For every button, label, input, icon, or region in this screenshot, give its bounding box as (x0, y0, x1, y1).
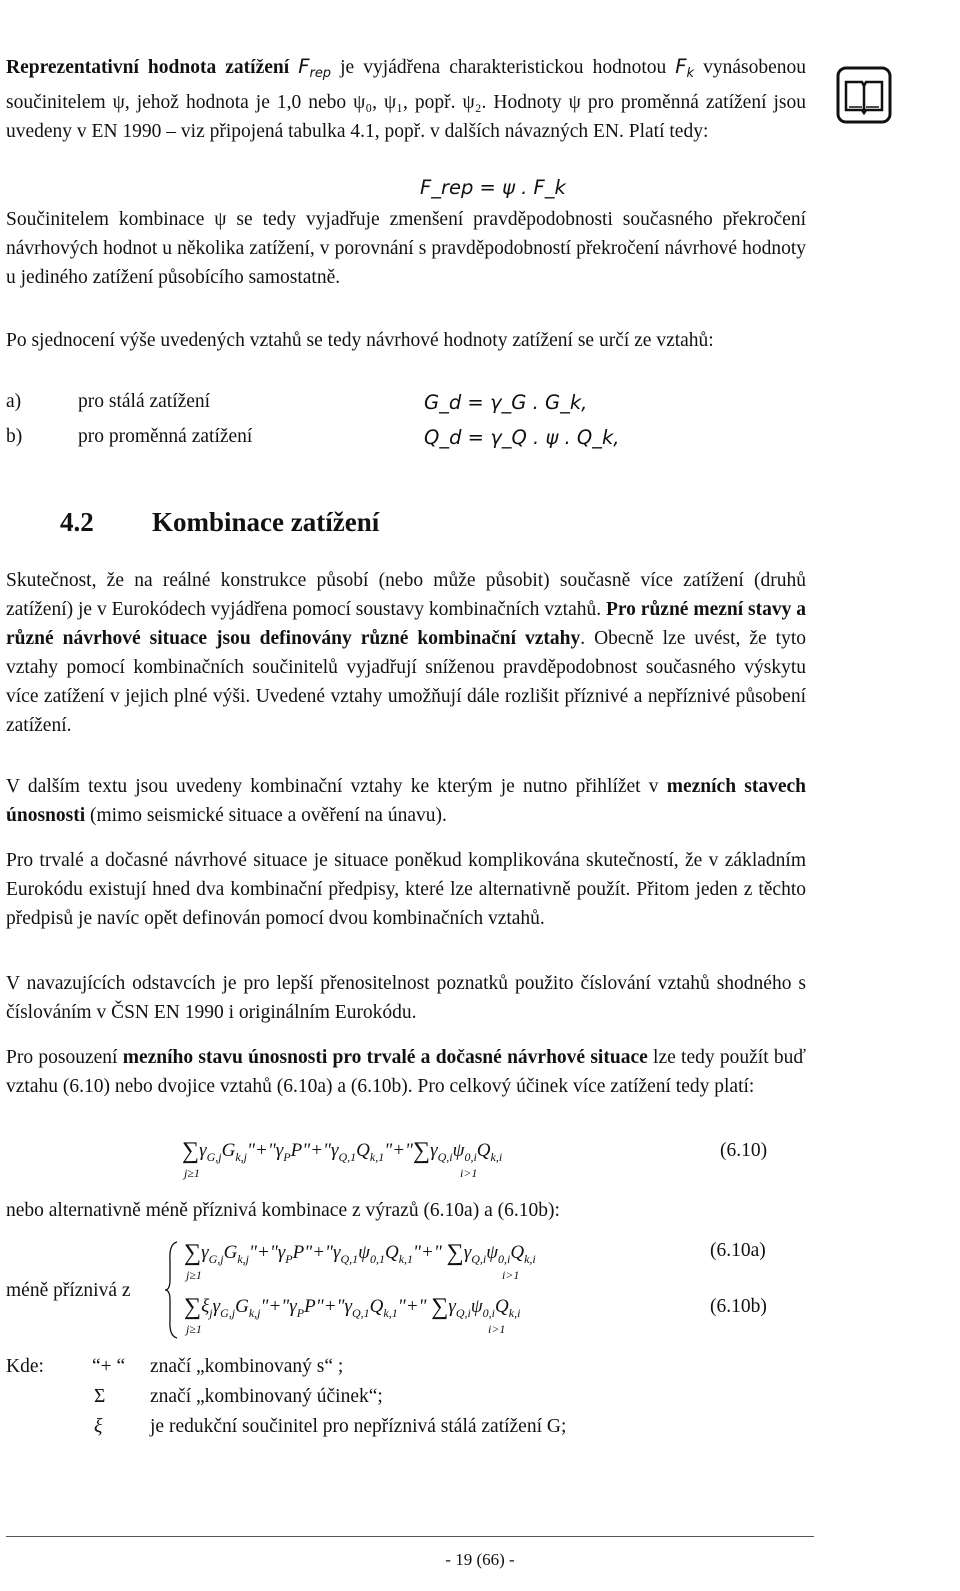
section-title: Kombinace zatížení (152, 507, 380, 537)
list-item-b-formula: Q_d = γ_Q . ψ . Q_k, (424, 426, 620, 449)
equation-6-10b-label: (6.10b) (710, 1296, 767, 1317)
paragraph-alternativne: nebo alternativně méně příznivá kombinace z výrazů (6.10a) a (6.10b): (6, 1200, 560, 1221)
intro-text-a: je vyjádřena charakteristickou hodnotou (331, 57, 676, 78)
page-number: - 19 (66) - (445, 1550, 515, 1569)
kde-symbol-plus: “+ “ (92, 1356, 126, 1377)
kde-text-xi: je redukční součinitel pro nepříznivá stálá zatížení G; (150, 1416, 567, 1437)
equation-6-10a: $\sum\gamma_{G,j}G_{k,j}"+"\gamma_PP"+"\gamma_{Q,1}\psi_{0,1}Q_{k,1}"+$" $\sum\gamma_{Q,i}\psi_{0,i}Q_{k,i}$ j≥1 i>1 (184, 1240, 536, 1282)
paragraph-navazujicich: V navazujících odstavcích je pro lepší přenositelnost poznatků použito číslování vztahů shodného s číslováním v ČSN EN 1990 i originálním Eurokódu. (6, 973, 806, 1023)
left-brace (164, 1240, 178, 1340)
formula-rep: F_rep = ψ . F_k (420, 176, 566, 199)
intro-bold-lead: Reprezentativní hodnota zatížení (6, 57, 290, 78)
posouzeni-bold: mezního stavu únosnosti pro trvalé a dočasné návrhové situace (122, 1047, 648, 1068)
equation-6-10a-label: (6.10a) (710, 1240, 766, 1261)
intro-text-b: vynásobenou součinitelem ψ, jehož hodnota je 1,0 nebo ψ₀, ψ₁, popř. ψ₂. Hodnoty ψ pro proměnná zatížení jsou uvedeny v EN 1990 – viz připojená tabulka 4.1, popř. v dalších návazných EN. Platí tedy: (6, 57, 807, 142)
book-icon (836, 66, 892, 124)
kde-text-sigma: značí „kombinovaný účinek“; (150, 1386, 383, 1407)
list-item-a-formula: G_d = γ_G . G_k, (424, 391, 588, 414)
list-item-b-text: pro proměnná zatížení (78, 426, 253, 447)
dalsim-bold: mezních stavech únosnosti (6, 776, 806, 826)
frep-symbol: $F_{rep}$ (298, 55, 332, 81)
list-item-a-marker: a) (6, 391, 22, 412)
equation-6-10b: $\sum\xi_j\gamma_{G,j}G_{k,j}"+"\gamma_PP"+"\gamma_{Q,1}Q_{k,1}"+$" $\sum\gamma_{Q,i}\psi_{0,i}Q_{k,i}$ j≥1 i>1 (184, 1294, 521, 1336)
mene-priznivaz-label: méně příznivá z (6, 1280, 131, 1301)
paragraph-skutecnost (6, 566, 806, 740)
list-item-b-marker: b) (6, 426, 23, 447)
equation-6-10: $\sum\gamma_{G,j}G_{k,j}"+"\gamma_PP"+"\gamma_{Q,1}Q_{k,1}"+"\sum\gamma_{Q,i}\psi_{0,i}Q_{k,i}$ j≥1 i>1 (182, 1138, 503, 1180)
posouzeni-text-2: lze tedy použít buď vztahu (6.10) nebo dvojice vztahů (6.10a) a (6.10b). Pro celkový účinek více zatížení tedy platí: (6, 1047, 807, 1097)
kde-label: Kde: (6, 1356, 44, 1377)
paragraph-trvale: Pro trvalé a dočasné návrhové situace je situace poněkud komplikována skutečností, že v základním Eurokódu existují hned dva kombinační předpisy, které lze alternativně použít. Přitom jeden z těchto předpisů je navíc opět definován pomocí dvou kombinačních vztahů. (6, 850, 806, 929)
dalsim-text-1: V dalším textu jsou uvedeny kombinační vztahy ke kterým je nutno přihlížet v (6, 776, 667, 797)
skutecnost-text-1: Skutečnost, že na reálné konstrukce působí (nebo může působit) současně více zatížení (druhů zatížení) je v Eurokódech vyjádřena pomocí soustavy kombinačních vztahů. (6, 570, 806, 620)
paragraph-sjednoceni: Po sjednocení výše uvedených vztahů se tedy návrhové hodnoty zatížení se určí ze vztahů: (6, 330, 714, 351)
kde-text-plus: značí „kombinovaný s“ ; (150, 1356, 344, 1377)
section-number: 4.2 (60, 507, 94, 537)
paragraph-posouzeni (6, 1043, 806, 1101)
intro-paragraph (6, 52, 806, 146)
kde-symbol-xi: ξ (94, 1416, 103, 1437)
paragraph-kombinace: Součinitelem kombinace ψ se tedy vyjadřuje zmenšení pravděpodobnosti současného překročení návrhových hodnot u několika zatížení, v porovnání s pravděpodobností překročení návrhové hodnoty u jediného zatížení působícího samostatně. (6, 209, 806, 288)
kde-symbol-sigma: Σ (94, 1386, 106, 1407)
fk-symbol: $F_k$ (675, 55, 695, 81)
list-item-a-text: pro stálá zatížení (78, 391, 211, 412)
equation-6-10-label: (6.10) (720, 1140, 768, 1161)
dalsim-text-2: (mimo seismické situace a ověření na únavu). (85, 805, 447, 826)
footer-divider (6, 1536, 814, 1537)
posouzeni-text-1: Pro posouzení (6, 1047, 123, 1068)
skutecnost-bold: Pro různé mezní stavy a různé návrhové situace jsou definovány různé kombinační vztahy (6, 599, 806, 649)
skutecnost-text-2: . Obecně lze uvést, že tyto vztahy pomocí kombinačních součinitelů vyjadřují sníženou pravděpodobnost současného výskytu více zatížení v jejich plné výši. Uvedené vztahy umožňují dále rozlišit příznivé a nepříznivé působení zatížení. (6, 628, 806, 736)
paragraph-dalsim (6, 772, 806, 830)
